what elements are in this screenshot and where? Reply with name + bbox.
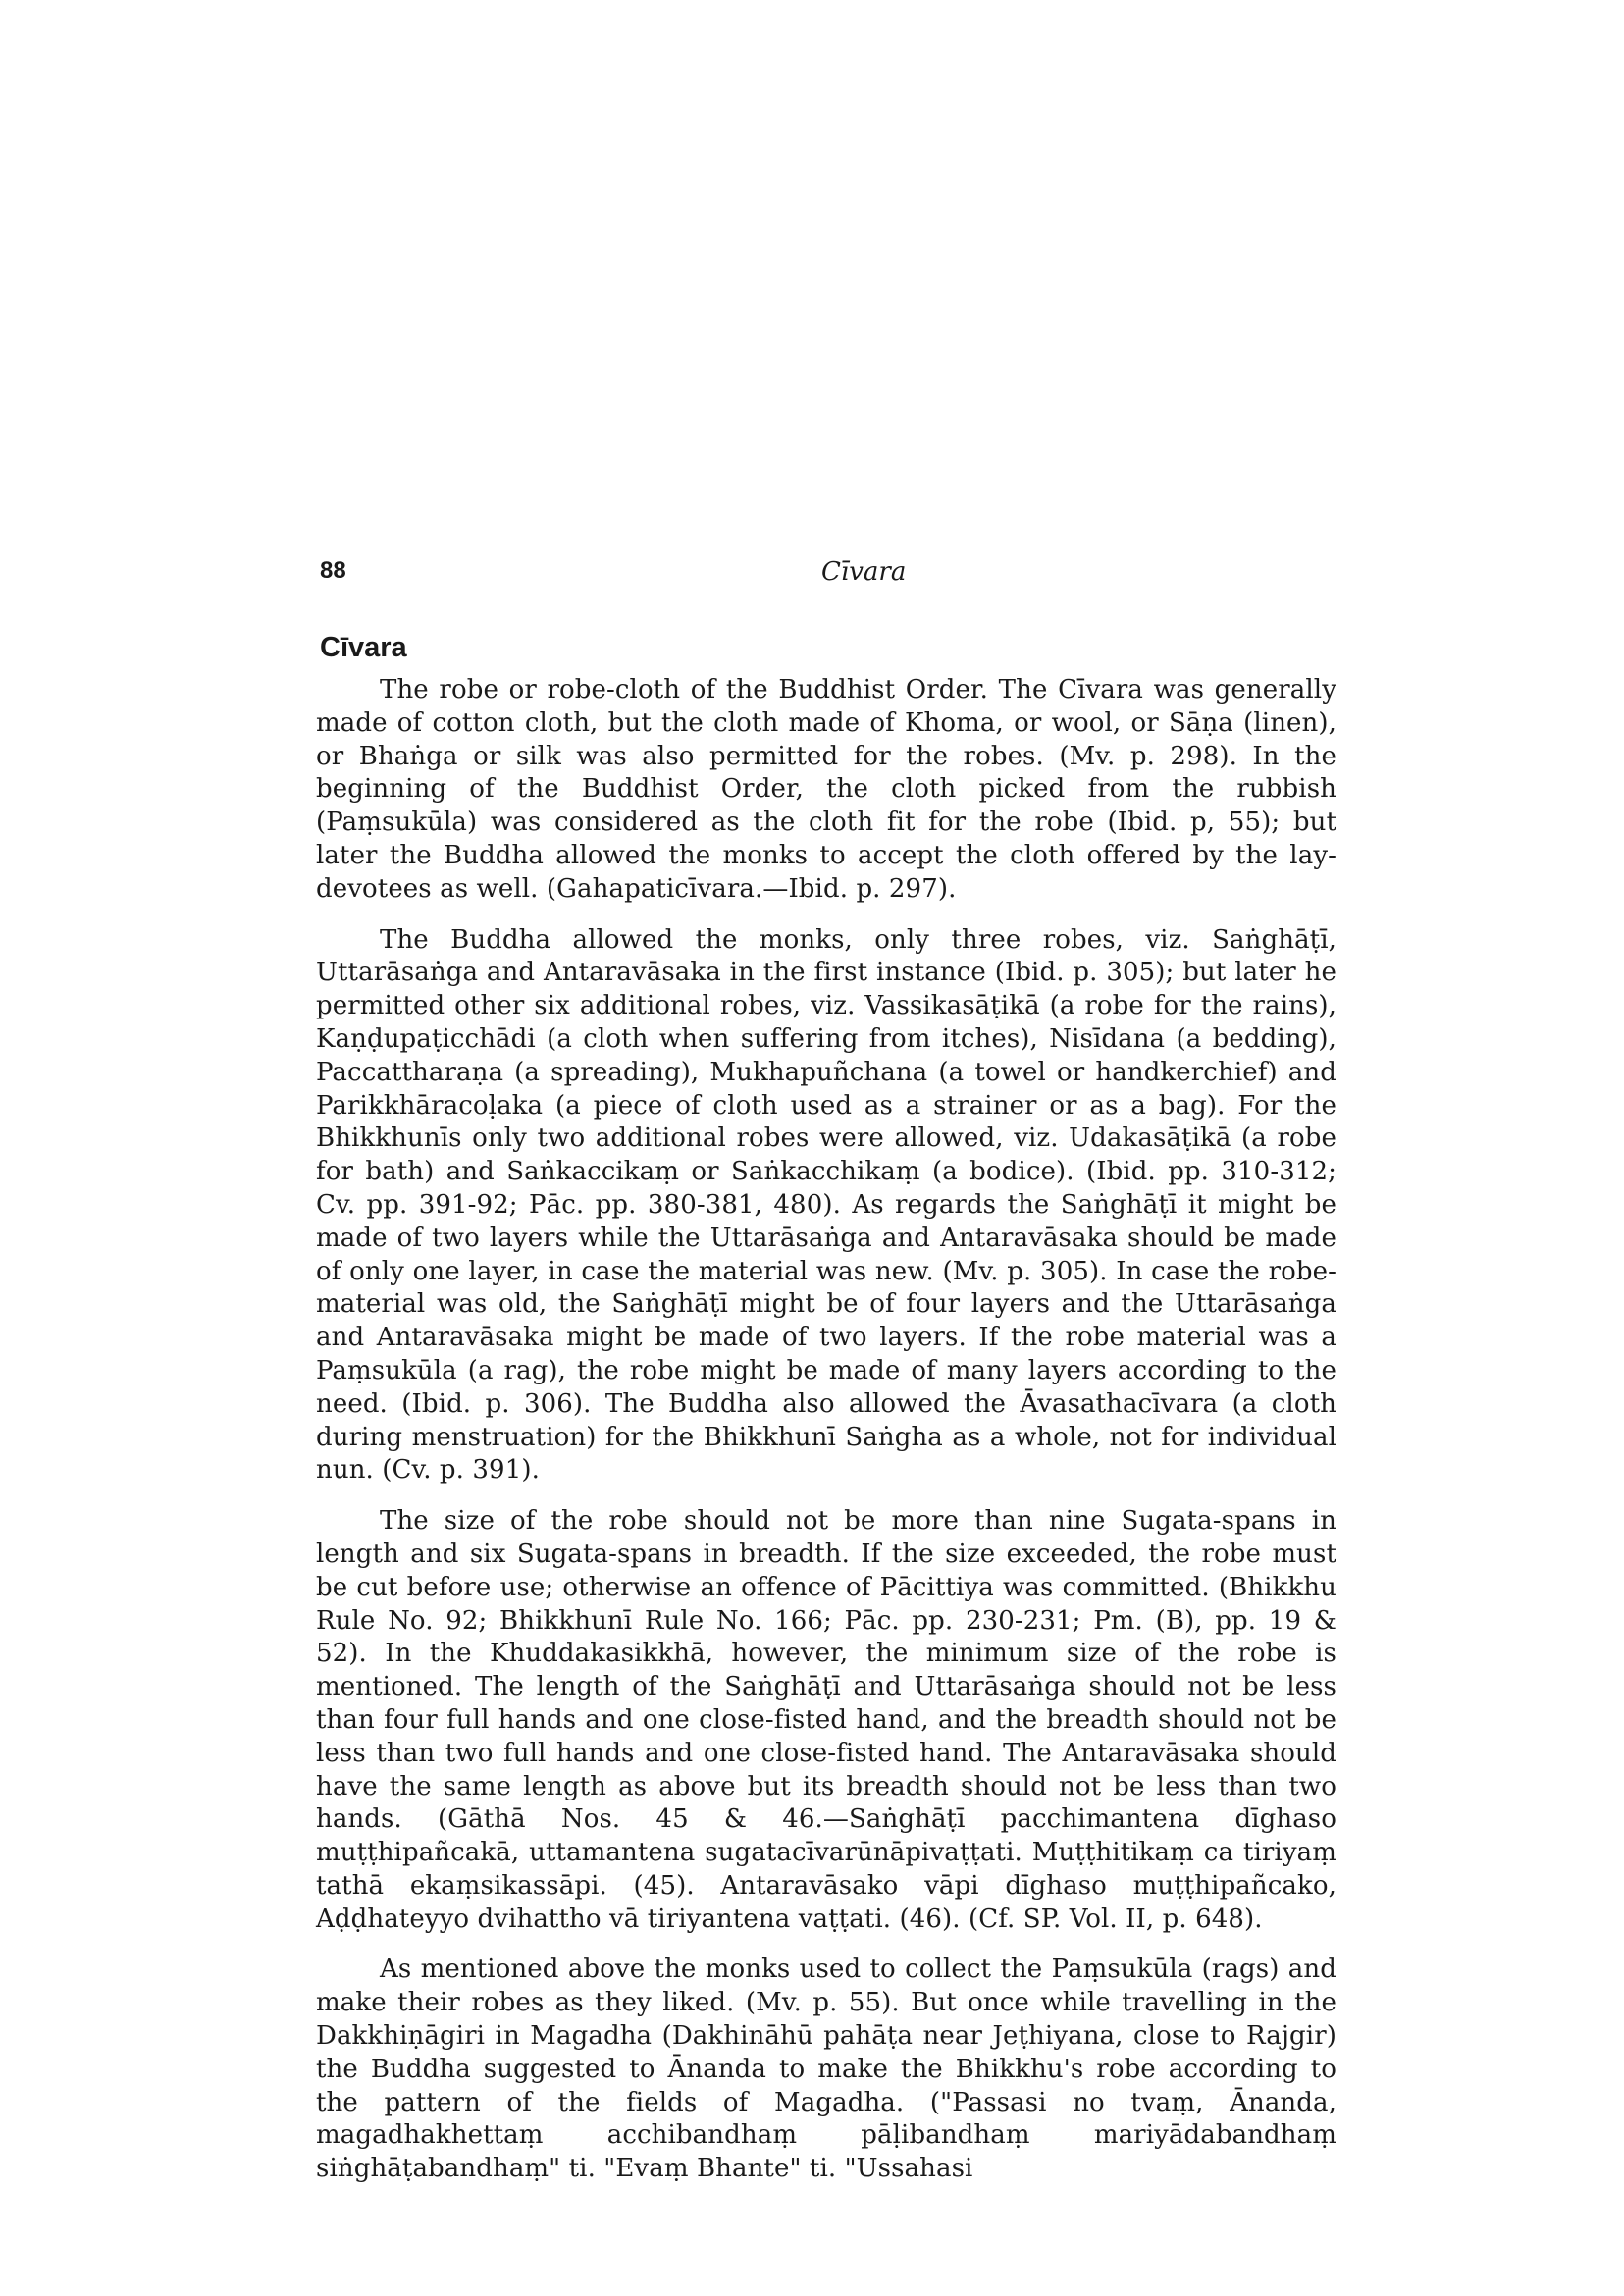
paragraph: The Buddha allowed the monks, only three robes, viz. Saṅghāṭī, Uttarāsaṅga and Antaravāsaka in the first instance (Ibid. p. 305); but later he permitted other six additional robes, viz. Vassikasāṭikā (a robe for the rains), Kaṇḍupaṭicchādi (a cloth when suffering from itches), Nisīdana (a bedding), Paccattharaṇa (a spreading), Mukhapuñchana (a towel or handkerchief) and Parikkhāracoḷaka (a piece of cloth used as a strainer or as a bag). For the Bhikkhunīs only two additional robes were allowed, viz. Udakasāṭikā (a robe for bath) and Saṅkaccikaṃ or Saṅkacchikaṃ (a bodice). (Ibid. pp. 310-312; Cv. pp. 391-92; Pāc. pp. 380-381, 480). As regards the Saṅghāṭī it might be made of two layers while the Uttarāsaṅga and Antaravāsaka should be made of only one layer, in case the material was new. (Mv. p. 305). In case the robe-material was old, the Saṅghāṭī might be of four layers and the Uttarāsaṅga and Antaravāsaka might be made of two layers. If the robe material was a Paṃsukūla (a rag), the robe might be made of many layers according to the need. (Ibid. p. 306). The Buddha also allowed the Āvasathacīvara (a cloth during menstruation) for the Bhikkhunī Saṅgha as a whole, not for individual nun. (Cv. p. 391). bbox=[316, 924, 1336, 1486]
page-number: 88 bbox=[320, 557, 346, 584]
book-page bbox=[316, 549, 1336, 2186]
running-title: Cīvara bbox=[821, 557, 907, 587]
paragraph: The size of the robe should not be more than nine Sugata-spans in length and six Sugata-spans in breadth. If the size exceeded, the robe must be cut before use; otherwise an offence of Pācittiya was committed. (Bhikkhu Rule No. 92; Bhikkhunī Rule No. 166; Pāc. pp. 230-231; Pm. (B), pp. 19 & 52). In the Khuddakasikkhā, however, the minimum size of the robe is mentioned. The length of the Saṅghāṭī and Uttarāsaṅga should not be less than four full hands and one close-fisted hand, and the breadth should not be less than two full hands and one close-fisted hand. The Antaravāsaka should have the same length as above but its breadth should not be less than two hands. (Gāthā Nos. 45 & 46.—Saṅghāṭī pacchimantena dīghaso muṭṭhipañcakā, uttamantena sugatacīvarūnāpivaṭṭati. Muṭṭhitikaṃ ca tiriyaṃ tathā ekaṃsikassāpi. (45). Antaravāsako vāpi dīghaso muṭṭhipañcako, Aḍḍhateyyo dvihattho vā tiriyantena vaṭṭati. (46). (Cf. SP. Vol. II, p. 648). bbox=[316, 1506, 1336, 1934]
paragraph: As mentioned above the monks used to collect the Paṃsukūla (rags) and make their robes as they liked. (Mv. p. 55). But once while travelling in the Dakkhiṇāgiri in Magadha (Dakhināhū pahāṭa near Jeṭhiyana, close to Rajgir) the Buddha suggested to Ānanda to make the Bhikkhu's robe according to the pattern of the fields of Magadha. ("Passasi no tvaṃ, Ānanda, magadhakhettaṃ acchibandhaṃ pāḷibandhaṃ mariyādabandhaṃ siṅghāṭabandhaṃ" ti. "Evaṃ Bhante" ti. "Ussahasi bbox=[316, 1955, 1336, 2184]
entry-heading: Cīvara bbox=[320, 632, 407, 663]
paragraph: The robe or robe-cloth of the Buddhist Order. The Cīvara was generally made of cotton cloth, but the cloth made of Khoma, or wool, or Sāṇa (linen), or Bhaṅga or silk was also permitted for the robes. (Mv. p. 298). In the beginning of the Buddhist Order, the cloth picked from the rubbish (Paṃsukūla) was considered as the cloth fit for the robe (Ibid. p, 55); but later the Buddha allowed the monks to accept the cloth offered by the lay-devotees as well. (Gahapaticīvara.—Ibid. p. 297). bbox=[316, 675, 1336, 904]
running-head bbox=[316, 549, 1336, 597]
